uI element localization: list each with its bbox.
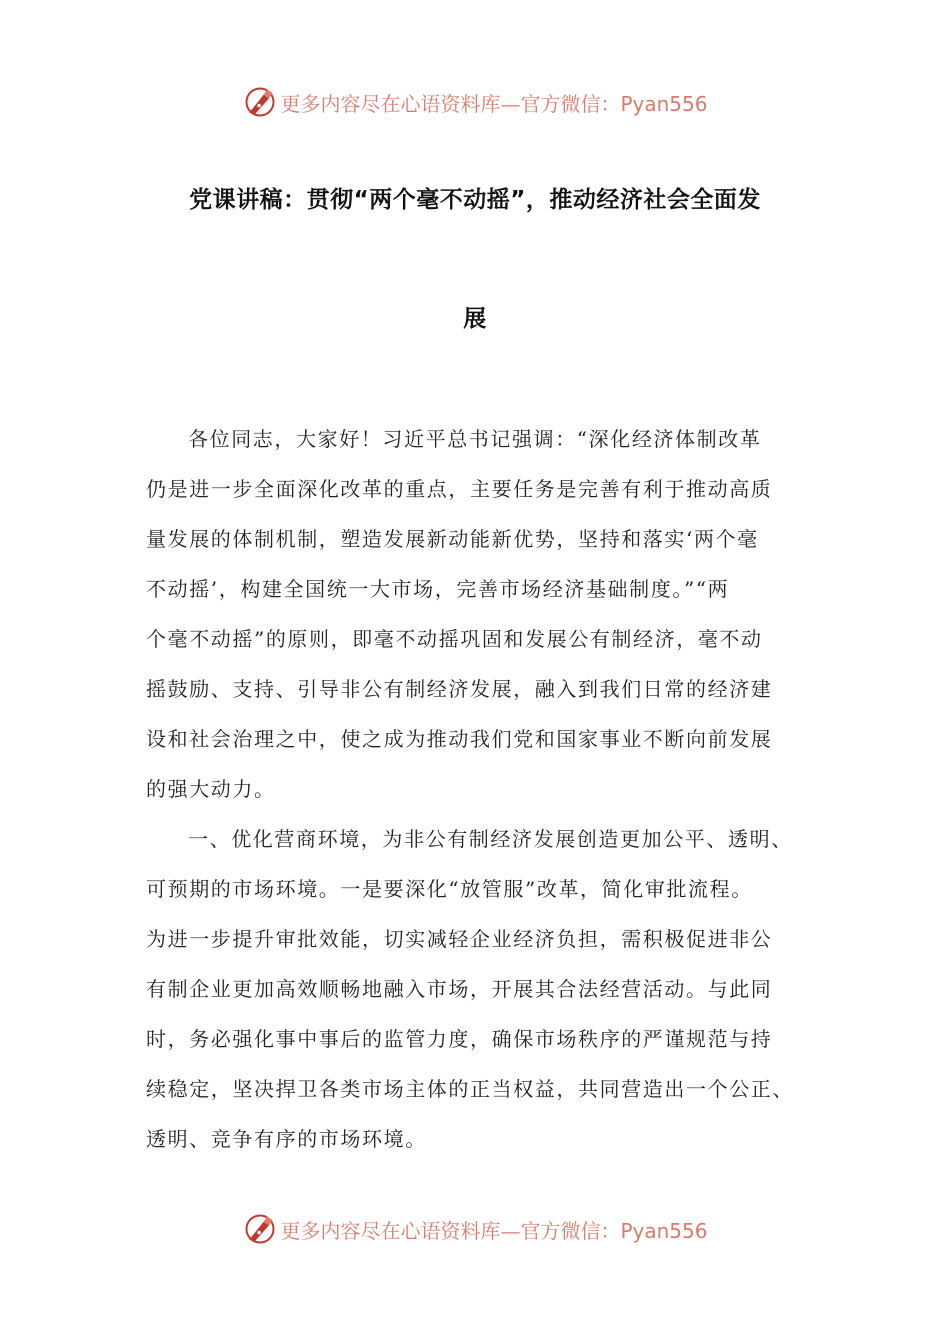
text-line: 个毫不动摇”的原则，即毫不动摇巩固和发展公有制经济，毫不动	[146, 627, 763, 651]
text-line: 有制企业更加高效顺畅地融入市场，开展其合法经营活动。与此同	[146, 977, 773, 1001]
banner-site-text: 更多内容尽在心语资料库—	[280, 91, 521, 116]
text-line: 一、优化营商环境，为非公有制经济发展创造更加公平、透明、	[188, 827, 793, 851]
text-line: 的强大动力。	[146, 777, 276, 801]
pen-nib-logo-icon	[242, 84, 278, 120]
pen-nib-logo-icon	[242, 1211, 278, 1247]
text-line: 不动摇’，构建全国统一大市场，完善市场经济基础制度。”“两	[146, 577, 730, 601]
text-line: 设和社会治理之中，使之成为推动我们党和国家事业不断向前发展	[146, 727, 773, 751]
paragraph-2	[146, 814, 826, 1164]
text-line: 仍是进一步全面深化改革的重点，主要任务是完善有利于推动高质	[146, 477, 773, 501]
banner-wechat-text: 官方微信：Pyan556	[520, 91, 708, 116]
text-line: 各位同志，大家好！习近平总书记强调：“深化经济体制改革	[188, 427, 762, 451]
header-watermark-banner	[0, 82, 950, 122]
text-line: 时，务必强化事中事后的监管力度，确保市场秩序的严谨规范与持	[146, 1027, 773, 1051]
text-line: 量发展的体制机制，塑造发展新动能新优势，坚持和落实‘两个毫	[146, 527, 759, 551]
text-line: 续稳定，坚决捍卫各类市场主体的正当权益，共同营造出一个公正、	[146, 1077, 794, 1101]
footer-watermark-banner	[0, 1209, 950, 1249]
banner-site-text: 更多内容尽在心语资料库—	[280, 1218, 521, 1243]
text-line: 摇鼓励、支持、引导非公有制经济发展，融入到我们日常的经济建	[146, 677, 773, 701]
document-title-line-2: 展	[463, 306, 487, 332]
document-title-line-1: 党课讲稿：贯彻“两个毫不动摇”，推动经济社会全面发	[189, 187, 761, 213]
banner-wechat-text: 官方微信：Pyan556	[520, 1218, 708, 1243]
paragraph-1	[146, 414, 826, 814]
document-body	[146, 414, 826, 1164]
text-line: 为进一步提升审批效能，切实减轻企业经济负担，需积极促进非公	[146, 927, 773, 951]
text-line: 可预期的市场环境。一是要深化“放管服”改革，简化审批流程。	[146, 877, 753, 901]
text-line: 透明、竞争有序的市场环境。	[146, 1127, 427, 1151]
